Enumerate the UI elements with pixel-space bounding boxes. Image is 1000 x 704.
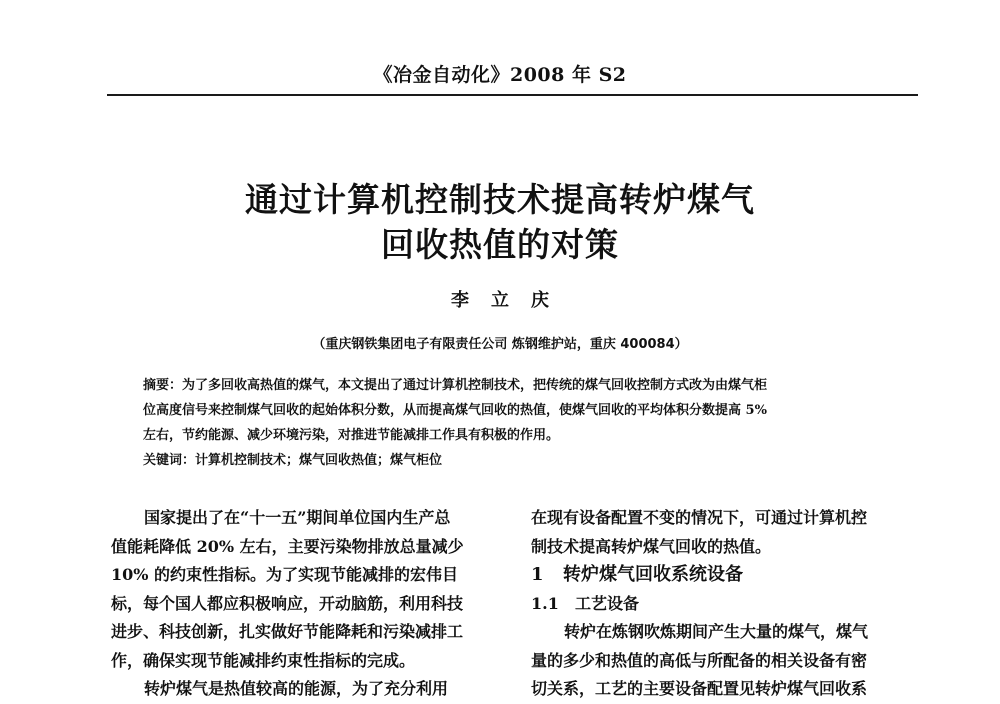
paragraph-line: 进步、科技创新，扎实做好节能降耗和污染减排工 — [111, 622, 464, 641]
abstract-text: 为了多回收高热值的煤气，本文提出了通过计算机控制技术，把传统的煤气回收控制方式改为由煤气柜 — [182, 378, 768, 393]
body-right-column — [531, 504, 921, 704]
paragraph-line: 转炉在炼钢吹炼期间产生大量的煤气，煤气 — [564, 622, 869, 641]
section-heading-1-1 — [531, 590, 921, 619]
section-number: 1 — [531, 564, 544, 585]
article-title-line-2: 回收热值的对策 — [381, 225, 619, 264]
author: 李立庆 — [451, 290, 571, 311]
running-head: 《冶金自动化》2008 年 S2 — [373, 64, 627, 86]
affiliation: （重庆钢铁集团电子有限责任公司 炼钢维护站，重庆 400084） — [312, 337, 688, 352]
abstract-line: 左右，节约能源、减少环境污染，对推进节能减排工作具有积极的作用。 — [143, 428, 560, 443]
header-rule — [107, 94, 918, 96]
paragraph-line: 作，确保实现节能减排约束性指标的完成。 — [111, 650, 416, 670]
section-title: 转炉煤气回收系统设备 — [563, 564, 743, 585]
paragraph-line: 量的多少和热值的高低与所配备的相关设备有密 — [531, 650, 868, 670]
paragraph-line: 值能耗降低 20% 左右，主要污染物排放总量减少 — [111, 536, 464, 556]
paragraph-line: 标，每个国人都应积极响应，开动脑筋，利用科技 — [111, 593, 464, 613]
section-title: 工艺设备 — [575, 593, 640, 613]
abstract-line — [143, 373, 903, 398]
paragraph-line: 10% 的约束性指标。为了实现节能减排的宏伟目 — [111, 565, 459, 584]
abstract-block — [143, 373, 903, 473]
keywords-label: 关键词： — [143, 453, 196, 468]
paragraph-line: 转炉煤气是热值较高的能源，为了充分利用 — [144, 679, 449, 698]
body-left-column — [111, 504, 501, 704]
abstract-line: 位高度信号来控制煤气回收的起始体积分数，从而提高煤气回收的热值，使煤气回收的平均体积分数提高 5% — [143, 403, 767, 418]
paragraph-line: 在现有设备配置不变的情况下，可通过计算机控 — [531, 508, 868, 527]
abstract-label: 摘要： — [143, 378, 183, 393]
paragraph-line: 切关系，工艺的主要设备配置见转炉煤气回收系 — [531, 679, 868, 698]
article-title-line-1: 通过计算机控制技术提高转炉煤气 — [245, 180, 755, 219]
paragraph-line: 制技术提高转炉煤气回收的热值。 — [531, 536, 772, 556]
section-number: 1.1 — [531, 593, 559, 613]
paragraph-line: 国家提出了在“十一五”期间单位国内生产总 — [144, 508, 451, 527]
keywords-line — [143, 448, 903, 473]
keywords-text: 计算机控制技术；煤气回收热值；煤气柜位 — [195, 453, 443, 468]
section-heading-1 — [531, 561, 921, 590]
